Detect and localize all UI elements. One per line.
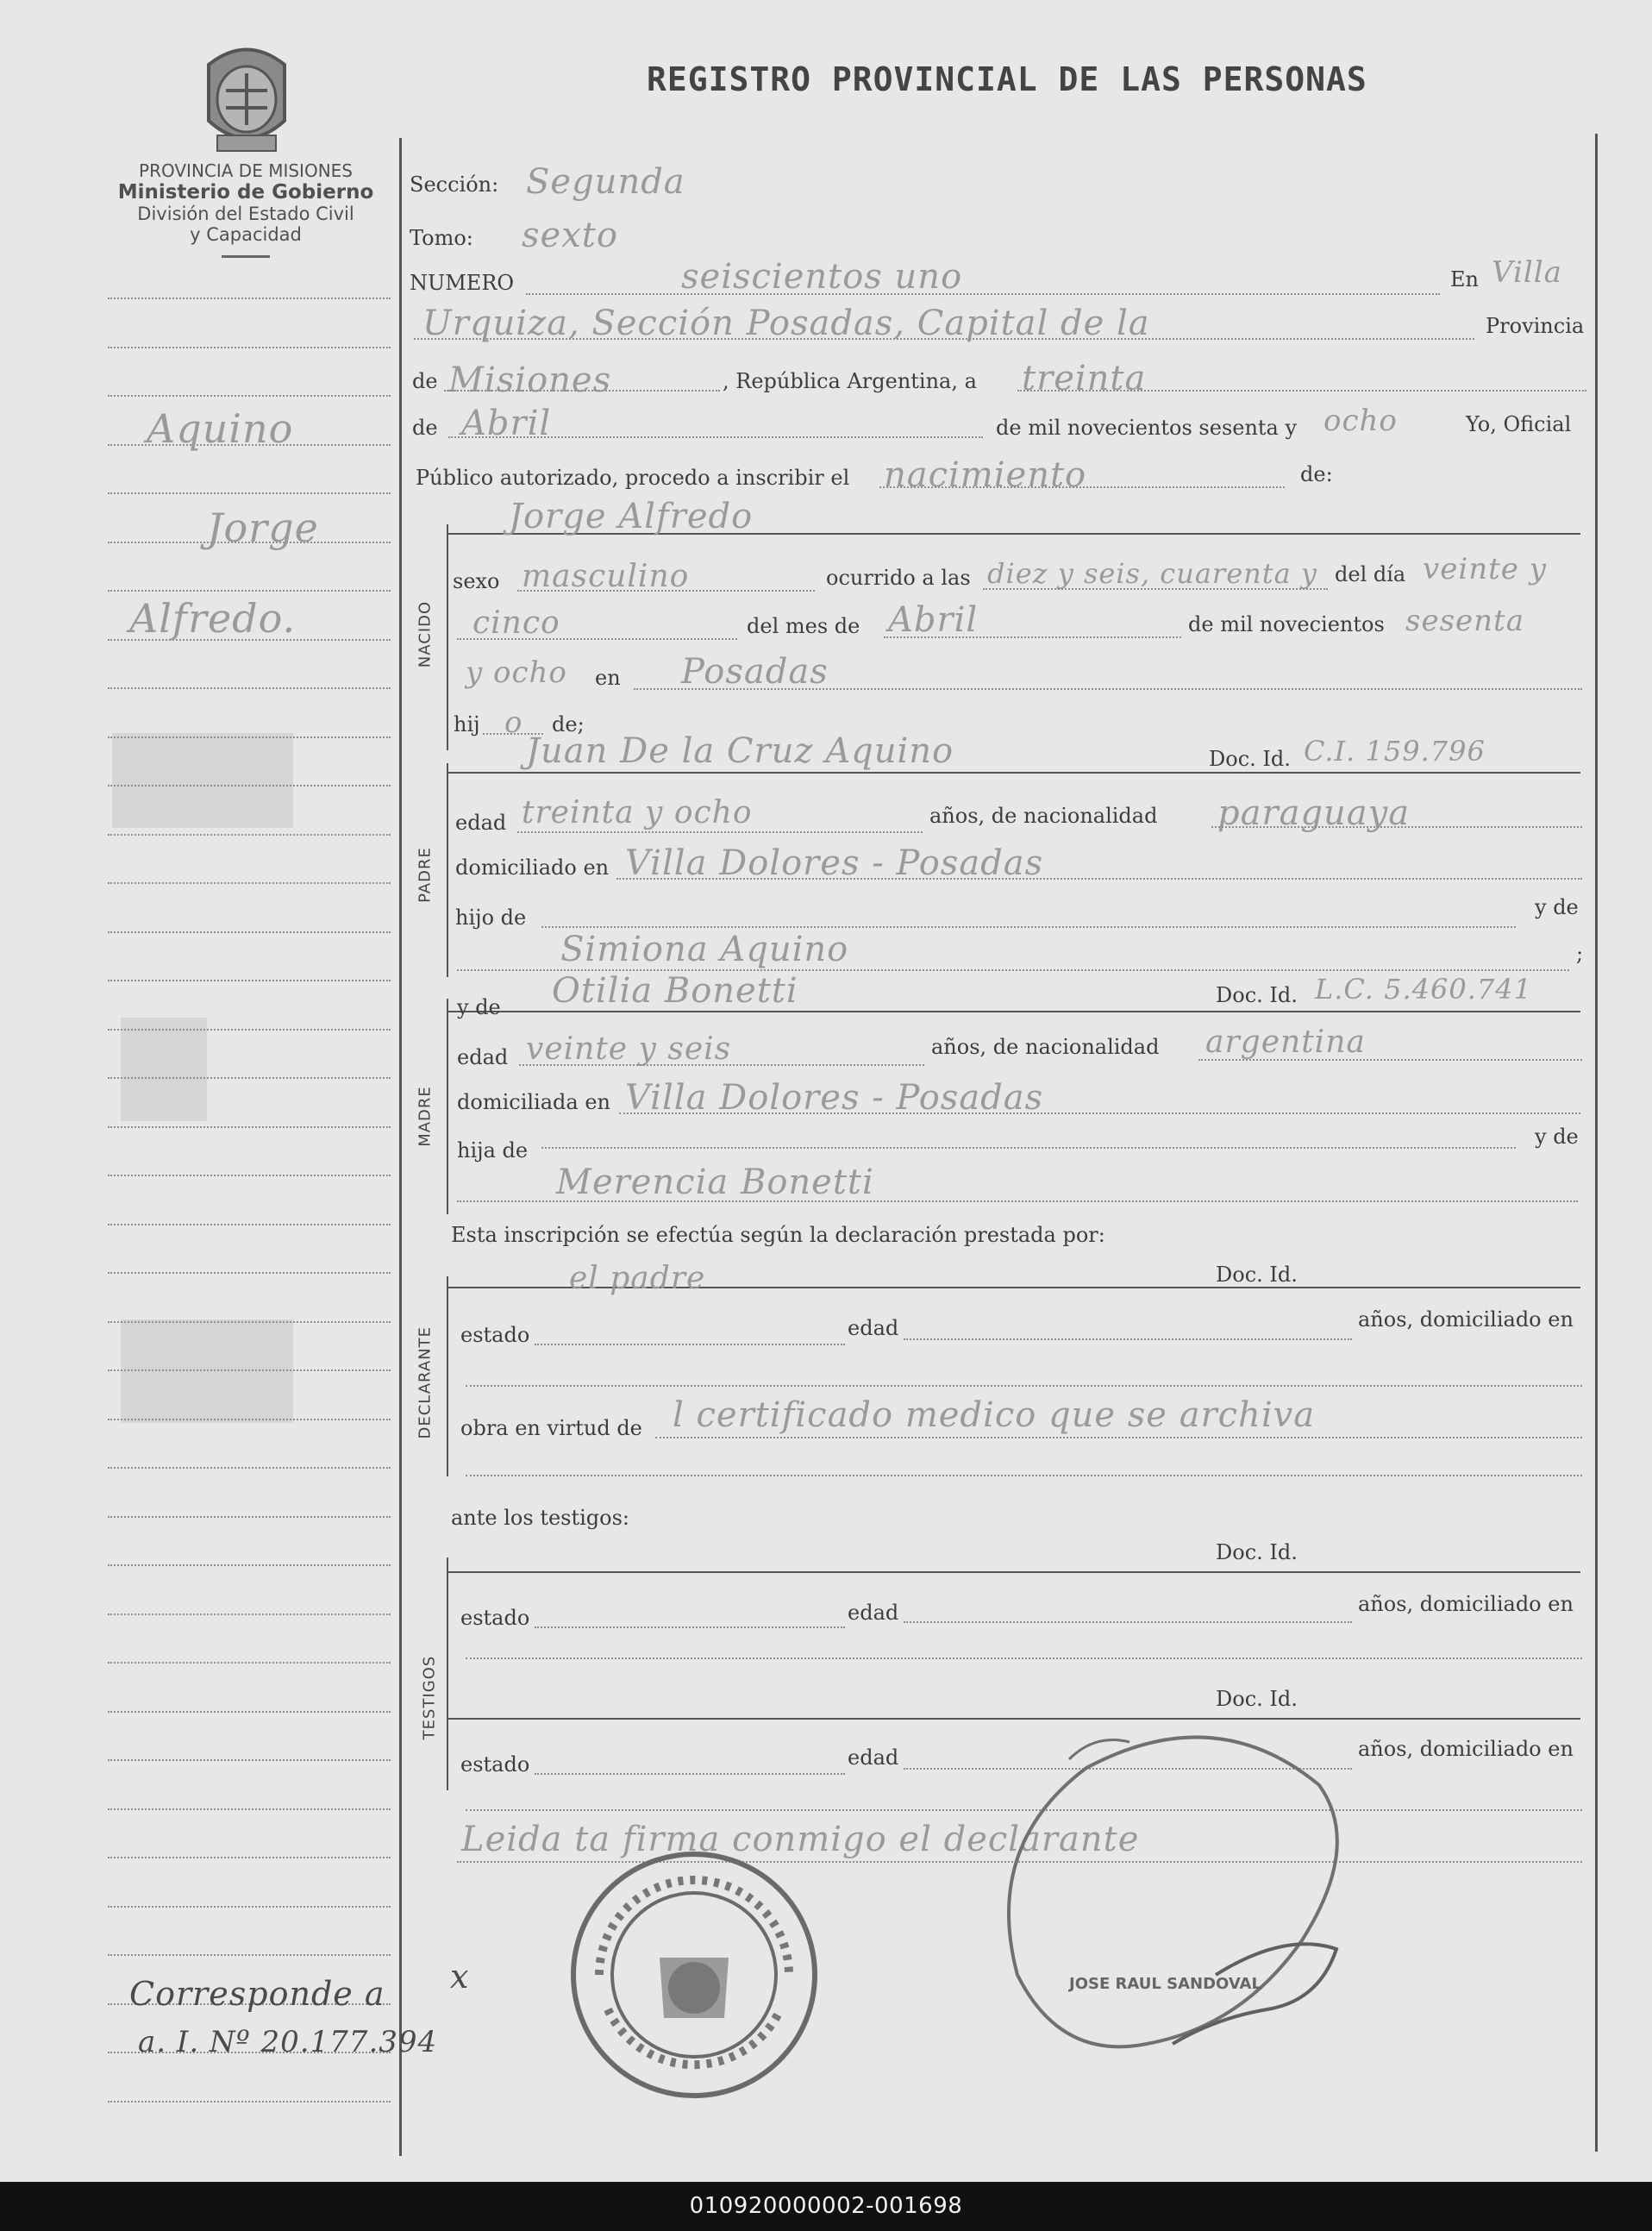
padre-name: Juan De la Cruz Aquino — [526, 731, 954, 771]
margin-ruled-line — [108, 347, 391, 348]
nacido-section-label: NACIDO — [416, 600, 435, 668]
declarante-estado-dotline — [535, 1344, 845, 1345]
testigo1-edad-dotline — [904, 1621, 1352, 1623]
margin-ruled-line — [108, 1614, 391, 1615]
margin-correspondence-2: a. I. Nº 20.177.394 — [138, 2025, 438, 2059]
margin-ruled-line — [108, 1906, 391, 1908]
nacido-name: Jorge Alfredo — [509, 497, 754, 536]
acto-value: nacimiento — [884, 455, 1087, 495]
testigos-intro: ante los testigos: — [451, 1506, 630, 1530]
madre-edad-label: edad — [457, 1045, 509, 1069]
madre-dom-label: domiciliada en — [457, 1090, 610, 1114]
stamp-name: JOSE RAUL SANDOVAL — [1069, 1975, 1261, 1993]
coat-of-arms-icon — [191, 39, 302, 158]
testigo1-estado-label: estado — [460, 1606, 530, 1630]
form-right-border — [1595, 134, 1598, 2152]
margin-ruled-line — [108, 882, 391, 884]
publico-label: Público autorizado, procedo a inscribir el — [416, 466, 850, 490]
padre-padres-value: Simiona Aquino — [560, 930, 849, 969]
signature-mark: x — [450, 1958, 470, 1996]
closing-text: Leida ta firma conmigo el declarante — [461, 1820, 1140, 1859]
de-dotline — [444, 390, 720, 392]
declarante-doc-label: Doc. Id. — [1216, 1263, 1298, 1287]
signature-stamp-icon — [957, 1716, 1371, 2096]
margin-ruled-line — [108, 298, 391, 299]
footer-document-code: 010920000002-001698 — [0, 2182, 1652, 2231]
padre-nac-label: años, de nacionalidad — [929, 804, 1158, 828]
declarante-dom-dotline — [466, 1385, 1582, 1387]
lugar-nac-value: Posadas — [681, 652, 829, 692]
deldia-label: del día — [1335, 562, 1406, 586]
hora-value: diez y seis, cuarenta y — [987, 557, 1317, 590]
madre-dom-dotline — [619, 1112, 1580, 1114]
testigo2-estado-dotline — [535, 1773, 845, 1775]
mes-nac-value: Abril — [888, 600, 979, 640]
numero-dotline — [526, 293, 1440, 295]
margin-ruled-line — [108, 834, 391, 836]
declarante-estado-label: estado — [460, 1323, 530, 1347]
padre-doc-value: C.I. 159.796 — [1304, 735, 1486, 768]
padre-dom-value: Villa Dolores - Posadas — [625, 843, 1044, 883]
anio-nac-value: sesenta — [1405, 604, 1524, 638]
testigos-section-label: TESTIGOS — [420, 1655, 439, 1740]
declarante-dom-label: años, domiciliado en — [1358, 1307, 1574, 1332]
milnov-label: de mil novecientos sesenta y — [996, 416, 1298, 440]
margin-ruled-line — [108, 1857, 391, 1858]
lugar-nac-dotline — [634, 688, 1582, 690]
form-left-border — [399, 138, 402, 2156]
testigo2-edad-label: edad — [848, 1745, 899, 1770]
numero-value: seiscientos uno — [681, 257, 963, 297]
division-name: División del Estado Civil — [137, 204, 354, 224]
acto-dotline — [879, 486, 1285, 488]
margin-ruled-line — [108, 1759, 391, 1761]
padre-hijo-de-dotline — [541, 926, 1516, 928]
place-value: Urquiza, Sección Posadas, Capital de la — [422, 304, 1150, 343]
dia-value: treinta — [1022, 359, 1147, 398]
madre-y-de-label: y de — [457, 995, 501, 1019]
madre-bracket — [447, 999, 448, 1214]
madre-doc-label: Doc. Id. — [1216, 983, 1298, 1007]
declarante-section-label: DECLARANTE — [416, 1326, 435, 1439]
margin-stain — [112, 733, 293, 828]
mes-nac-dotline — [884, 636, 1181, 638]
de3-label: de: — [1300, 462, 1333, 486]
obra-value: l certificado medico que se archiva — [673, 1395, 1316, 1435]
seccion-label: Sección: — [410, 172, 499, 197]
seccion-value: Segunda — [526, 162, 685, 202]
padre-semicolon: ; — [1576, 942, 1584, 966]
testigo2-doc-label: Doc. Id. — [1216, 1687, 1298, 1711]
declaracion-label: Esta inscripción se efectúa según la declaración prestada por: — [451, 1223, 1105, 1247]
testigo1-edad-label: edad — [848, 1601, 899, 1625]
obra-dotline — [655, 1437, 1582, 1438]
sexo-value: masculino — [522, 559, 690, 594]
dia-nac-dotline — [457, 638, 737, 640]
madre-hija-de-label: hija de — [457, 1138, 529, 1163]
numero-label: NUMERO — [410, 271, 515, 295]
margin-ruled-line — [108, 1126, 391, 1128]
margin-ruled-line — [108, 1808, 391, 1810]
hij-de-label: de; — [552, 712, 585, 736]
testigo1-dom-label: años, domiciliado en — [1358, 1592, 1574, 1616]
dia-dotline — [1017, 390, 1586, 392]
madre-doc-value: L.C. 5.460.741 — [1315, 973, 1532, 1006]
delmes-label: del mes de — [747, 614, 860, 638]
sexo-label: sexo — [453, 569, 500, 593]
margin-ruled-line — [108, 1224, 391, 1225]
margin-ruled-line — [108, 1711, 391, 1713]
testigo1-dom-dotline — [466, 1658, 1582, 1659]
madre-section-label: MADRE — [416, 1086, 435, 1147]
margin-ruled-line — [108, 395, 391, 397]
milnov2-label: de mil novecientos — [1188, 612, 1385, 636]
madre-edad-value: veinte y seis — [526, 1031, 732, 1067]
en2-label: en — [595, 666, 621, 690]
declarante-bracket — [447, 1276, 448, 1476]
testigo2-estado-label: estado — [460, 1752, 530, 1777]
yo-label: Yo, Oficial — [1466, 412, 1572, 436]
margin-ruled-line — [108, 1954, 391, 1956]
margin-ruled-line — [108, 1467, 391, 1469]
testigo1-estado-dotline — [535, 1626, 845, 1628]
obra-dotline-2 — [466, 1475, 1582, 1476]
en-label: En — [1450, 267, 1479, 291]
nacido-bracket — [447, 524, 448, 750]
madre-top-rule — [447, 1011, 1580, 1012]
province-name: PROVINCIA DE MISIONES — [139, 160, 353, 181]
ministry-divider — [222, 255, 270, 258]
republica-label: , República Argentina, a — [723, 369, 977, 393]
madre-nac-dotline — [1198, 1059, 1582, 1061]
anio-value: ocho — [1323, 404, 1398, 438]
margin-ruled-line — [108, 492, 391, 494]
sexo-dotline — [517, 590, 815, 592]
de-label: de — [412, 369, 438, 393]
margin-ruled-line — [108, 687, 391, 689]
padre-edad-dotline — [517, 831, 923, 833]
padre-section-label: PADRE — [416, 847, 435, 903]
declarante-edad-dotline — [904, 1338, 1352, 1340]
madre-name: Otilia Bonetti — [552, 971, 798, 1011]
margin-ruled-line — [108, 2101, 391, 2103]
ocurrido-label: ocurrido a las — [826, 566, 971, 590]
margin-name-first: Jorge — [207, 504, 319, 551]
margin-ruled-line — [108, 931, 391, 933]
margin-ruled-line — [108, 1516, 391, 1518]
dia-nac-value: veinte y — [1423, 552, 1547, 586]
mes-value: Abril — [461, 404, 552, 443]
tomo-label: Tomo: — [410, 226, 473, 250]
de-value: Misiones — [448, 360, 612, 400]
testigos-bracket — [447, 1557, 448, 1790]
padre-top-rule — [447, 772, 1580, 774]
padre-edad-value: treinta y ocho — [522, 795, 753, 830]
dia-nac-value-cont: cinco — [472, 605, 560, 641]
madre-nac-label: años, de nacionalidad — [931, 1035, 1160, 1059]
madre-nac-value: argentina — [1205, 1025, 1366, 1060]
hora-dotline — [983, 588, 1328, 590]
place-dotline — [414, 338, 1474, 340]
page-title: REGISTRO PROVINCIAL DE LAS PERSONAS — [647, 60, 1367, 98]
hij-value: o — [504, 705, 523, 740]
padre-bracket — [447, 763, 448, 977]
madre-padres-value: Merencia Bonetti — [556, 1163, 874, 1202]
margin-stain — [121, 1018, 207, 1121]
madre-edad-dotline — [519, 1064, 924, 1066]
padre-nac-value: paraguaya — [1217, 793, 1411, 833]
margin-name-second: Alfredo. — [129, 595, 297, 642]
obra-label: obra en virtud de — [460, 1416, 642, 1440]
padre-doc-label: Doc. Id. — [1209, 747, 1291, 771]
declarante-value: el padre — [569, 1261, 706, 1296]
margin-surname: Aquino — [147, 405, 294, 452]
en-value: Villa — [1492, 255, 1562, 290]
madre-hija-de-dotline — [541, 1147, 1516, 1149]
division-capacity: y Capacidad — [190, 224, 302, 245]
padre-edad-label: edad — [455, 811, 507, 835]
madre-dom-value: Villa Dolores - Posadas — [625, 1078, 1044, 1118]
margin-ruled-line — [108, 590, 391, 592]
testigo2-dom-label: años, domiciliado en — [1358, 1737, 1574, 1761]
madre-y-de-label-2: y de — [1535, 1125, 1579, 1149]
provincia-label: Provincia — [1486, 314, 1585, 338]
testigo1-doc-label: Doc. Id. — [1216, 1540, 1298, 1564]
padre-nac-dotline — [1211, 826, 1582, 828]
padre-dom-label: domiciliado en — [455, 855, 610, 880]
testigo1-top-rule — [447, 1571, 1580, 1573]
declarante-edad-label: edad — [848, 1316, 899, 1340]
padre-y-de-label: y de — [1535, 895, 1579, 919]
round-official-seal-icon — [565, 1846, 823, 2104]
margin-ruled-line — [108, 980, 391, 981]
margin-ruled-line — [108, 1175, 391, 1176]
padre-dom-dotline — [616, 878, 1582, 880]
margin-correspondence-1: Corresponde a — [129, 1975, 385, 2013]
mes-dotline — [448, 436, 983, 438]
hij-label: hij — [454, 712, 480, 736]
madre-padres-dotline — [457, 1200, 1578, 1202]
de2-label: de — [412, 416, 438, 440]
margin-ruled-line — [108, 1272, 391, 1274]
ministry-block — [82, 160, 410, 258]
tomo-value: sexto — [522, 216, 618, 255]
margin-stain — [121, 1319, 293, 1423]
ministry-name: Ministerio de Gobierno — [117, 181, 374, 204]
padre-hijo-de-label: hijo de — [455, 906, 527, 930]
margin-ruled-line — [108, 1564, 391, 1566]
anio-nac-value-cont: y ocho — [466, 655, 567, 690]
margin-ruled-line — [108, 1662, 391, 1664]
